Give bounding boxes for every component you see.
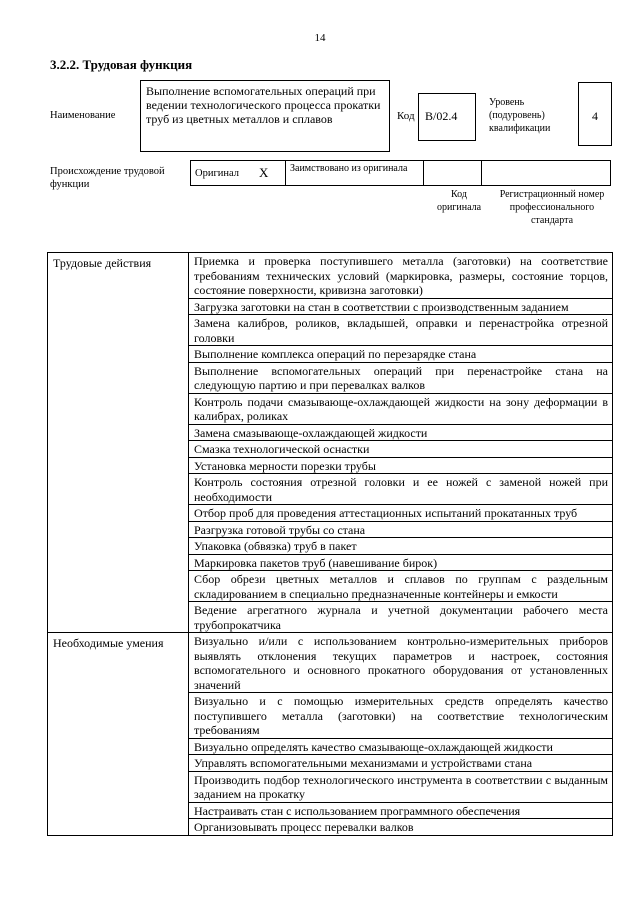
- list-item: Визуально и/или с использованием контрольно-измерительных приборов выявлять отклонения текущих параметров и настроек, состояния вспомогательного и основного прокатного оборудования от установленных значений: [189, 633, 613, 693]
- list-item: Управлять вспомогательными механизмами и устройствами стана: [189, 755, 613, 772]
- code-label: Код: [397, 110, 415, 122]
- function-details-table: [47, 252, 613, 836]
- page-number: 14: [314, 32, 326, 44]
- list-item: Организовывать процесс перевалки валков: [189, 819, 613, 836]
- original-code-cell: [424, 160, 482, 186]
- list-item: Сбор обрези цветных металлов и сплавов по группам с раздельным складированием в специально предназначенные контейнеры и емкости: [189, 571, 613, 602]
- list-item: Отбор проб для проведения аттестационных испытаний прокатанных труб: [189, 505, 613, 522]
- level-label: Уровень (подуровень) квалификации: [489, 97, 551, 134]
- table-row: [48, 633, 613, 693]
- list-item: Контроль подачи смазывающе-охлаждающей жидкости на зону деформации в калибрах, роликах: [189, 393, 613, 424]
- original-label: Оригинал: [195, 167, 239, 179]
- table-row: [48, 253, 613, 299]
- code-box: B/02.4: [418, 93, 476, 141]
- original-cell: [190, 160, 286, 186]
- list-item: Упаковка (обвязка) труб в пакет: [189, 538, 613, 555]
- original-mark: X: [259, 165, 269, 180]
- list-item: Маркировка пакетов труб (навешивание бирок): [189, 554, 613, 571]
- list-item: Контроль состояния отрезной головки и ее ножей с заменой ножей при необходимости: [189, 474, 613, 505]
- section-category: Необходимые умения: [48, 633, 189, 836]
- function-name-box: Выполнение вспомогательных операций при ведении технологического процесса прокатки труб из цветных металлов и сплавов: [140, 80, 390, 152]
- list-item: Разгрузка готовой трубы со стана: [189, 521, 613, 538]
- reg-number-caption: Регистрационный номер профессионального стандарта: [499, 189, 605, 226]
- list-item: Визуально определять качество смазывающе-охлаждающей жидкости: [189, 738, 613, 755]
- original-code-caption: Код оригинала: [436, 189, 482, 213]
- list-item: Выполнение вспомогательных операций при перенастройке стана на следующую партию и при перевалках валков: [189, 362, 613, 393]
- list-item: Смазка технологической оснастки: [189, 441, 613, 458]
- list-item: Производить подбор технологического инструмента в соответствии с выданным заданием на прокатку: [189, 771, 613, 802]
- name-label: Наименование: [50, 110, 116, 121]
- list-item: Визуально и с помощью измерительных средств определять качество поступившего металла (заготовки) на соответствие технологическим требованиям: [189, 693, 613, 739]
- origin-row: [190, 160, 611, 186]
- list-item: Выполнение комплекса операций по перезарядке стана: [189, 346, 613, 363]
- borrowed-cell: Заимствовано из оригинала: [286, 160, 424, 186]
- list-item: Замена калибров, роликов, вкладышей, оправки и перенастройка отрезной головки: [189, 315, 613, 346]
- list-item: Загрузка заготовки на стан в соответствии с производственным заданием: [189, 298, 613, 315]
- section-category: Трудовые действия: [48, 253, 189, 633]
- section-title: 3.2.2. Трудовая функция: [50, 57, 193, 72]
- origin-label: Происхождение трудовой функции: [50, 166, 165, 190]
- reg-number-cell: [482, 160, 611, 186]
- level-box: 4: [578, 82, 612, 146]
- list-item: Ведение агрегатного журнала и учетной документации рабочего места трубопрокатчика: [189, 602, 613, 633]
- list-item: Замена смазывающе-охлаждающей жидкости: [189, 424, 613, 441]
- list-item: Установка мерности порезки трубы: [189, 457, 613, 474]
- list-item: Приемка и проверка поступившего металла (заготовки) на соответствие требованиям технических условий (маркировка, размеры, состояние торцов, состояние поверхности, кривизна заготовки): [189, 253, 613, 299]
- list-item: Настраивать стан с использованием программного обеспечения: [189, 802, 613, 819]
